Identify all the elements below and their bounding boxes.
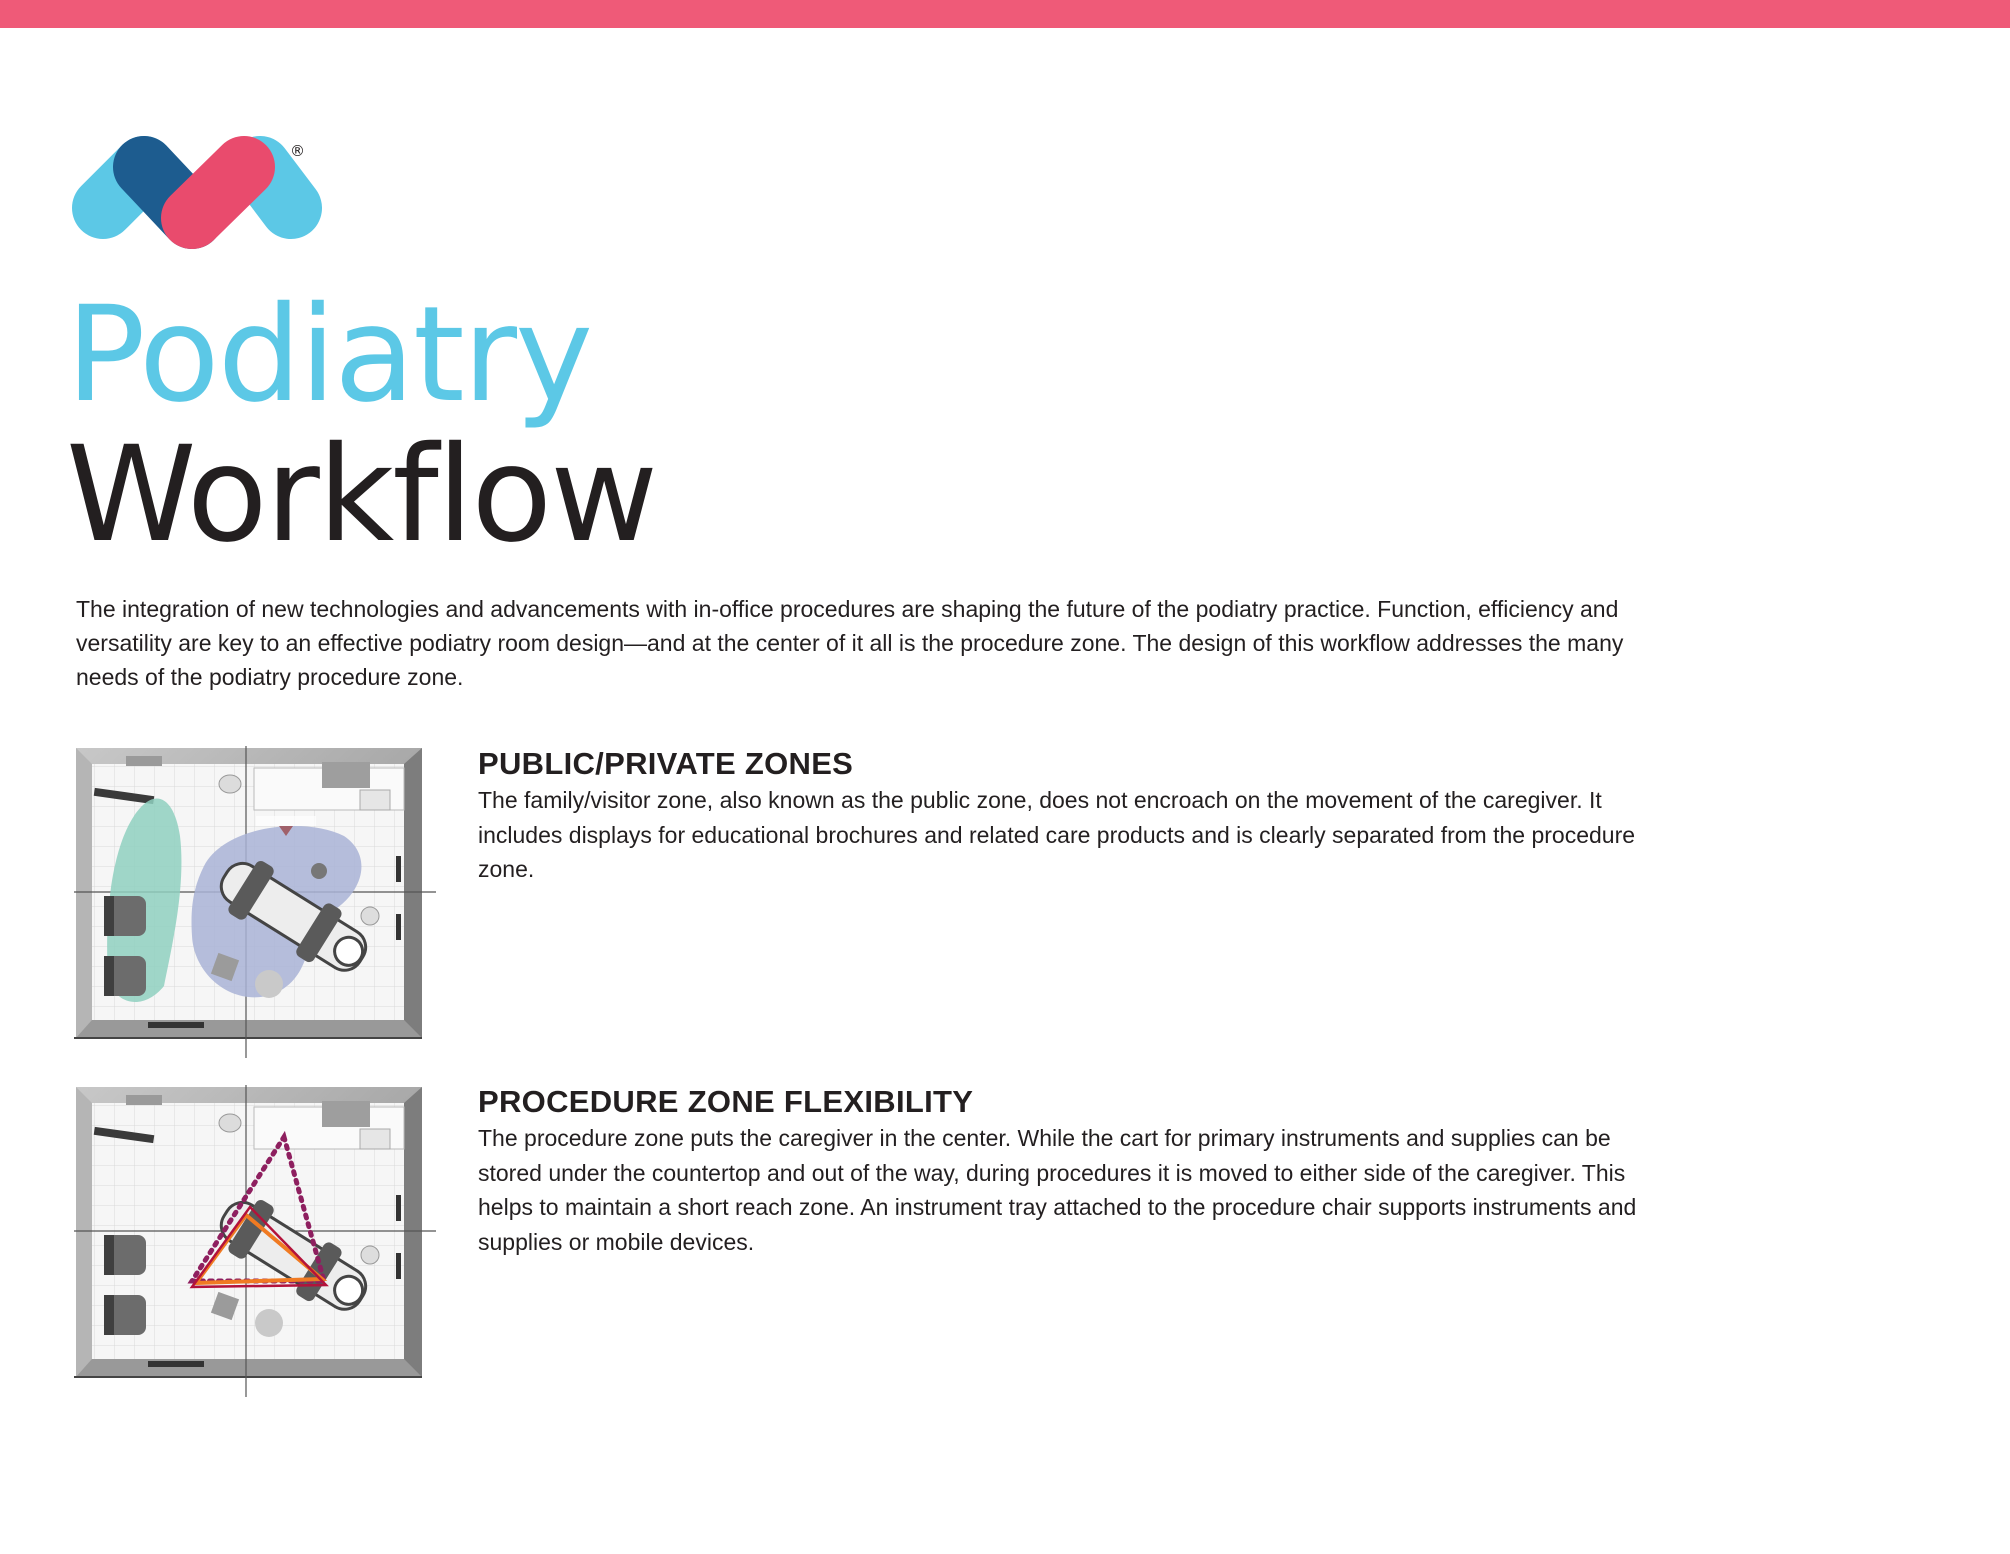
title-workflow: Workflow — [66, 418, 657, 572]
heading-procedure-zone-flexibility: PROCEDURE ZONE FLEXIBILITY — [478, 1084, 974, 1119]
title-podiatry: Podiatry — [66, 278, 592, 432]
body-public-private-zones: The family/visitor zone, also known as the public zone, does not encroach on the movement of the caregiver. It includes displays for educational brochures and related care products and is clearly separated from the procedure zone. — [478, 787, 1636, 882]
floorplan-public-private-zones — [74, 746, 436, 1058]
body-procedure-zone-flexibility: The procedure zone puts the caregiver in the center. While the cart for primary instruments and supplies can be stored under the countertop and out of the way, during procedures it is moved to either side of the caregiver. This helps to maintain a short reach zone. An instrument tray attached to the procedure chair supports instruments and supplies or mobile devices. — [478, 1125, 1637, 1255]
floorplan-procedure-zone — [74, 1085, 436, 1397]
brand-logo — [72, 136, 322, 260]
top-accent-bar — [0, 0, 2010, 28]
registered-mark: ® — [290, 142, 305, 160]
intro-paragraph: The integration of new technologies and advancements with in-office procedures are shaping the future of the podiatry practice. Function, efficiency and versatility are key to an effective podiatry room design—and at the center of it all is the procedure zone. The design of this workflow addresses the many needs of the podiatry procedure zone. — [76, 596, 1624, 690]
heading-public-private-zones: PUBLIC/PRIVATE ZONES — [478, 746, 854, 781]
